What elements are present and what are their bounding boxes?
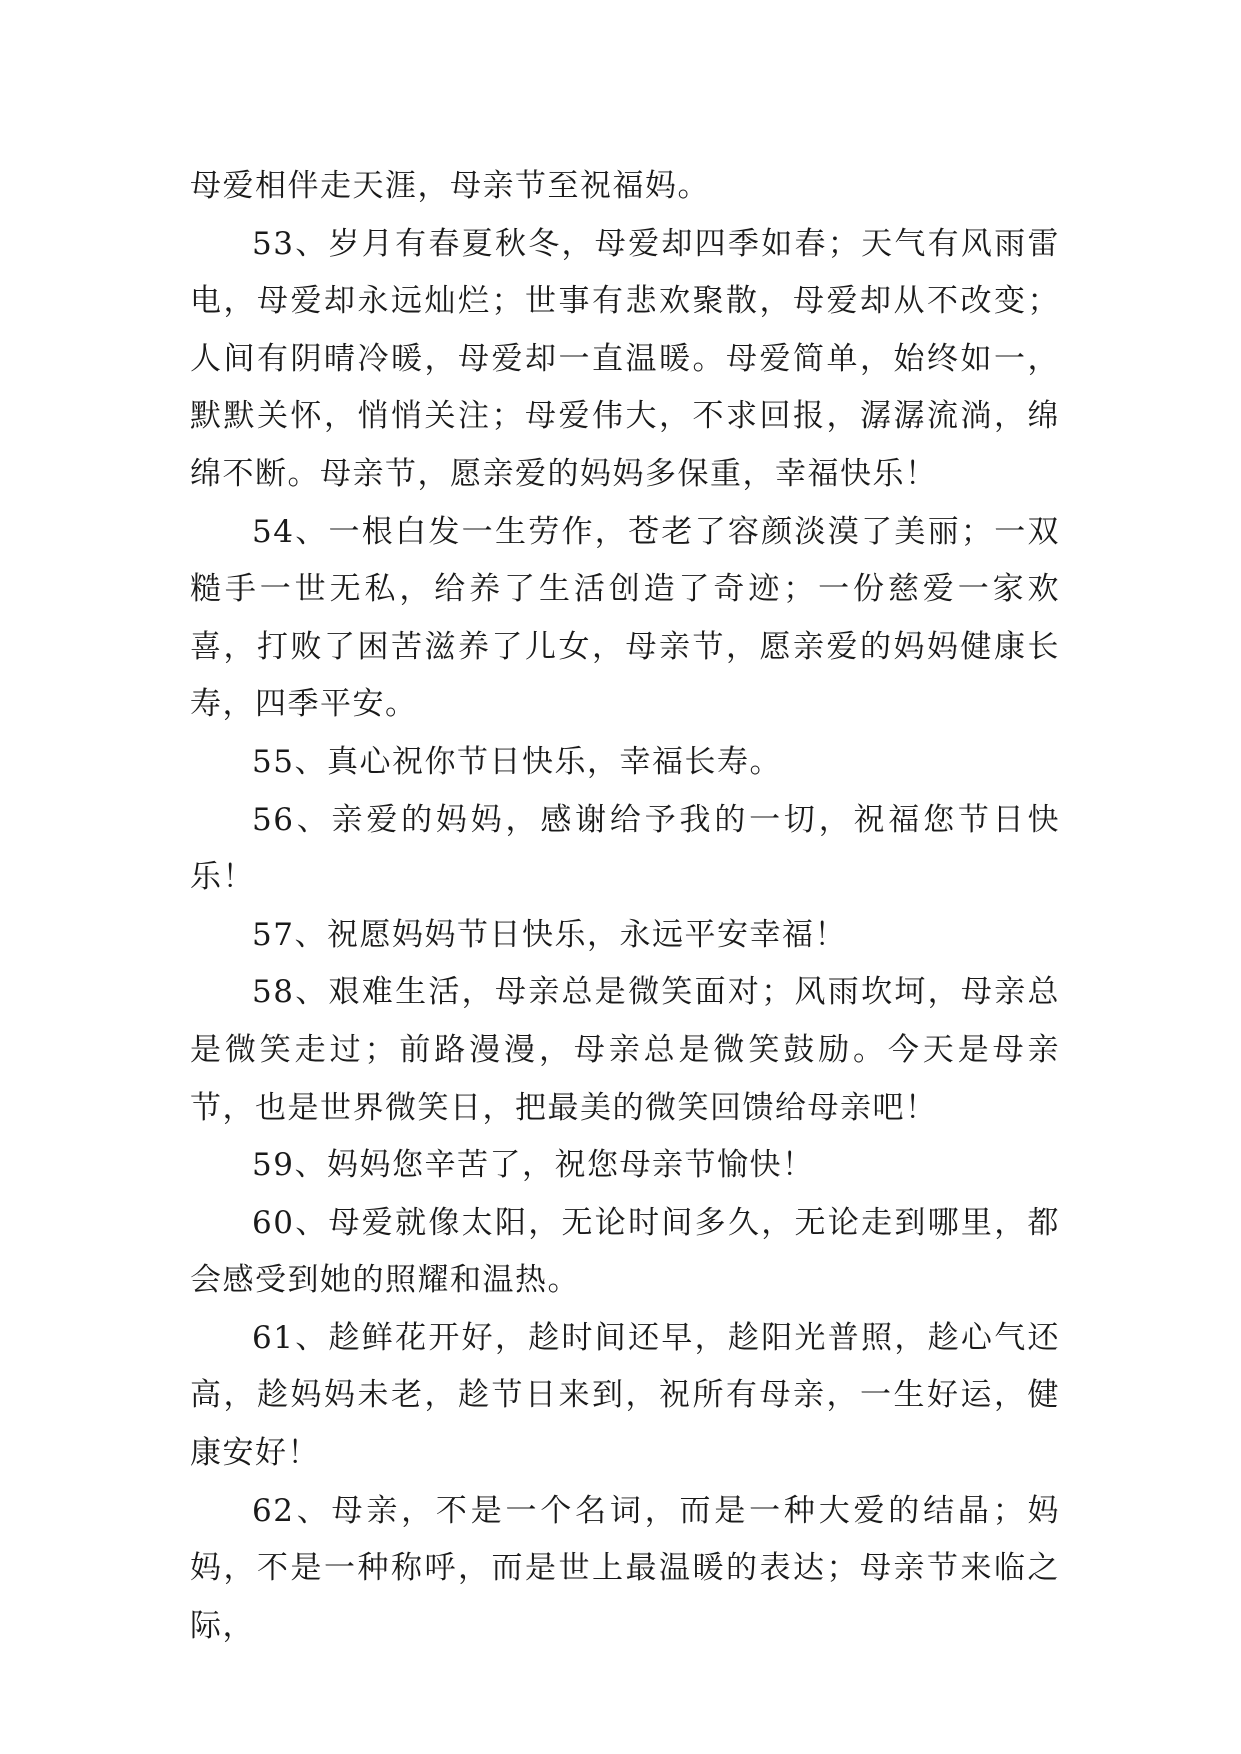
paragraph-61: 61、趁鲜花开好，趁时间还早，趁阳光普照，趁心气还高，趁妈妈未老，趁节日来到，祝所有母亲，一生好运，健康安好！: [190, 1319, 1060, 1472]
paragraph-62: 62、母亲，不是一个名词，而是一种大爱的结晶；妈妈，不是一种称呼，而是世上最温暖的表达；母亲节来临之际，: [190, 1492, 1060, 1644]
paragraph-58: 58、艰难生活，母亲总是微笑面对；风雨坎坷，母亲总是微笑走过；前路漫漫，母亲总是微笑鼓励。今天是母亲节，也是世界微笑日，把最美的微笑回馈给母亲吧！: [190, 974, 1060, 1126]
paragraph-continued: 母爱相伴走天涯，母亲节至祝福妈。: [190, 168, 710, 204]
paragraph-59: 59、妈妈您辛苦了，祝您母亲节愉快！: [252, 1147, 815, 1184]
paragraph-57: 57、祝愿妈妈节日快乐，永远平安幸福！: [252, 916, 847, 953]
paragraph-55: 55、真心祝你节日快乐，幸福长寿。: [252, 743, 782, 780]
paragraph-54: 54、一根白发一生劳作，苍老了容颜淡漠了美丽；一双糙手一世无私，给养了生活创造了奇迹；一份慈爱一家欢喜，打败了困苦滋养了儿女，母亲节，愿亲爱的妈妈健康长寿，四季平安。: [190, 513, 1060, 723]
paragraph-60: 60、母爱就像太阳，无论时间多久，无论走到哪里，都会感受到她的照耀和温热。: [190, 1204, 1060, 1299]
paragraph-56: 56、亲爱的妈妈，感谢给予我的一切，祝福您节日快乐！: [190, 801, 1060, 896]
document-body: [190, 158, 1060, 1655]
paragraph-53: 53、岁月有春夏秋冬，母爱却四季如春；天气有风雨雷电，母爱却永远灿烂；世事有悲欢聚散，母爱却从不改变；人间有阴晴冷暖，母爱却一直温暖。母爱简单，始终如一，默默关怀，悄悄关注；母爱伟大，不求回报，潺潺流淌，绵绵不断。母亲节，愿亲爱的妈妈多保重，幸福快乐！: [190, 225, 1060, 492]
